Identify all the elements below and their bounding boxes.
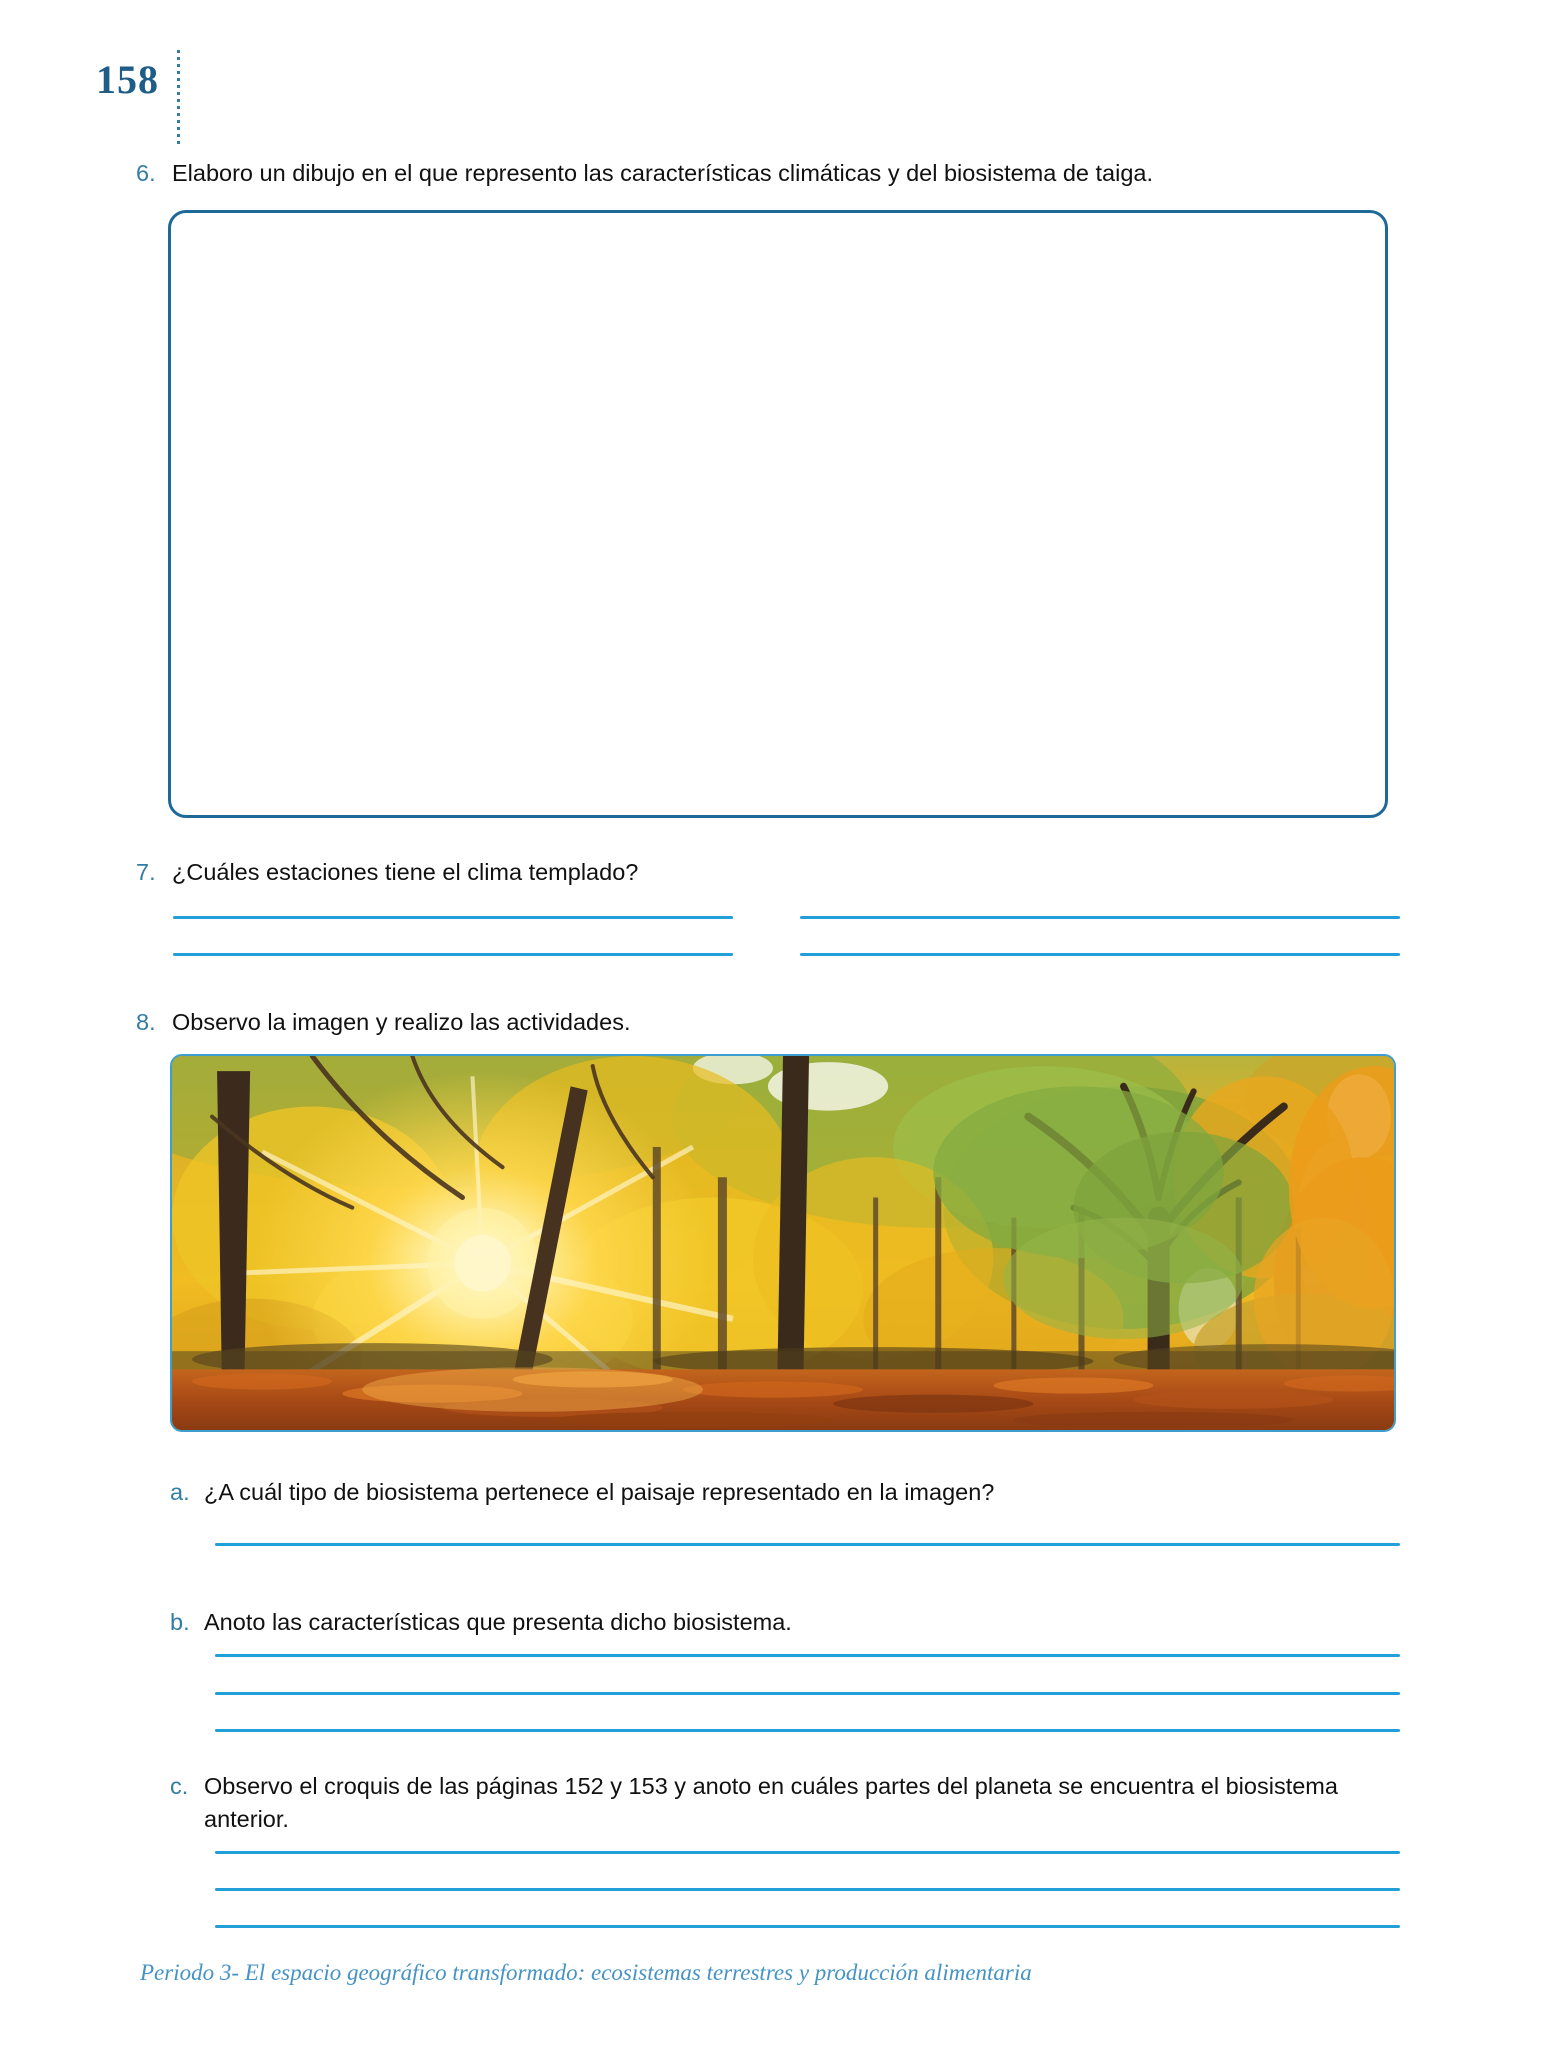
question-7-text: ¿Cuáles estaciones tiene el clima templado? [172, 859, 639, 885]
subquestion-c-text: Observo el croquis de las páginas 152 y 153 y anoto en cuáles partes del planeta se encuentra el biosistema anterior. [204, 1773, 1338, 1833]
answer-line [215, 1851, 1400, 1854]
subquestion-a-text: ¿A cuál tipo de biosistema pertenece el paisaje representado en la imagen? [204, 1479, 995, 1505]
subquestion-c [170, 1770, 1420, 1837]
question-7-number: 7. [136, 859, 156, 885]
answer-line [215, 1925, 1400, 1928]
subquestion-c-letter: c. [170, 1773, 189, 1799]
dotted-divider [177, 50, 180, 148]
answer-line [215, 1654, 1400, 1657]
answer-line [173, 953, 733, 956]
subquestion-b [170, 1606, 1410, 1639]
subquestion-a-letter: a. [170, 1479, 190, 1505]
subquestion-b-letter: b. [170, 1609, 190, 1635]
answer-line [800, 916, 1400, 919]
subquestion-a [170, 1476, 1410, 1509]
drawing-answer-box [168, 210, 1388, 818]
autumn-forest-illustration [172, 1056, 1394, 1430]
answer-line [215, 1692, 1400, 1695]
question-8-number: 8. [136, 1009, 156, 1035]
answer-line [800, 953, 1400, 956]
page-number: 158 [96, 57, 159, 102]
subquestion-b-text: Anoto las características que presenta dicho biosistema. [204, 1609, 792, 1635]
question-8 [136, 1006, 1456, 1039]
question-6-text: Elaboro un dibujo en el que represento las características climáticas y del biosistema de taiga. [172, 160, 1153, 186]
question-6-number: 6. [136, 160, 156, 186]
footer-period-title: Periodo 3- El espacio geográfico transformado: ecosistemas terrestres y producción alimentaria [140, 1960, 1032, 1985]
question-7 [136, 856, 1456, 889]
answer-line [215, 1729, 1400, 1732]
answer-line [173, 916, 733, 919]
autumn-forest-photo [170, 1054, 1396, 1432]
question-6 [136, 157, 1456, 190]
answer-line [215, 1888, 1400, 1891]
question-8-text: Observo la imagen y realizo las actividades. [172, 1009, 631, 1035]
answer-line [215, 1543, 1400, 1546]
